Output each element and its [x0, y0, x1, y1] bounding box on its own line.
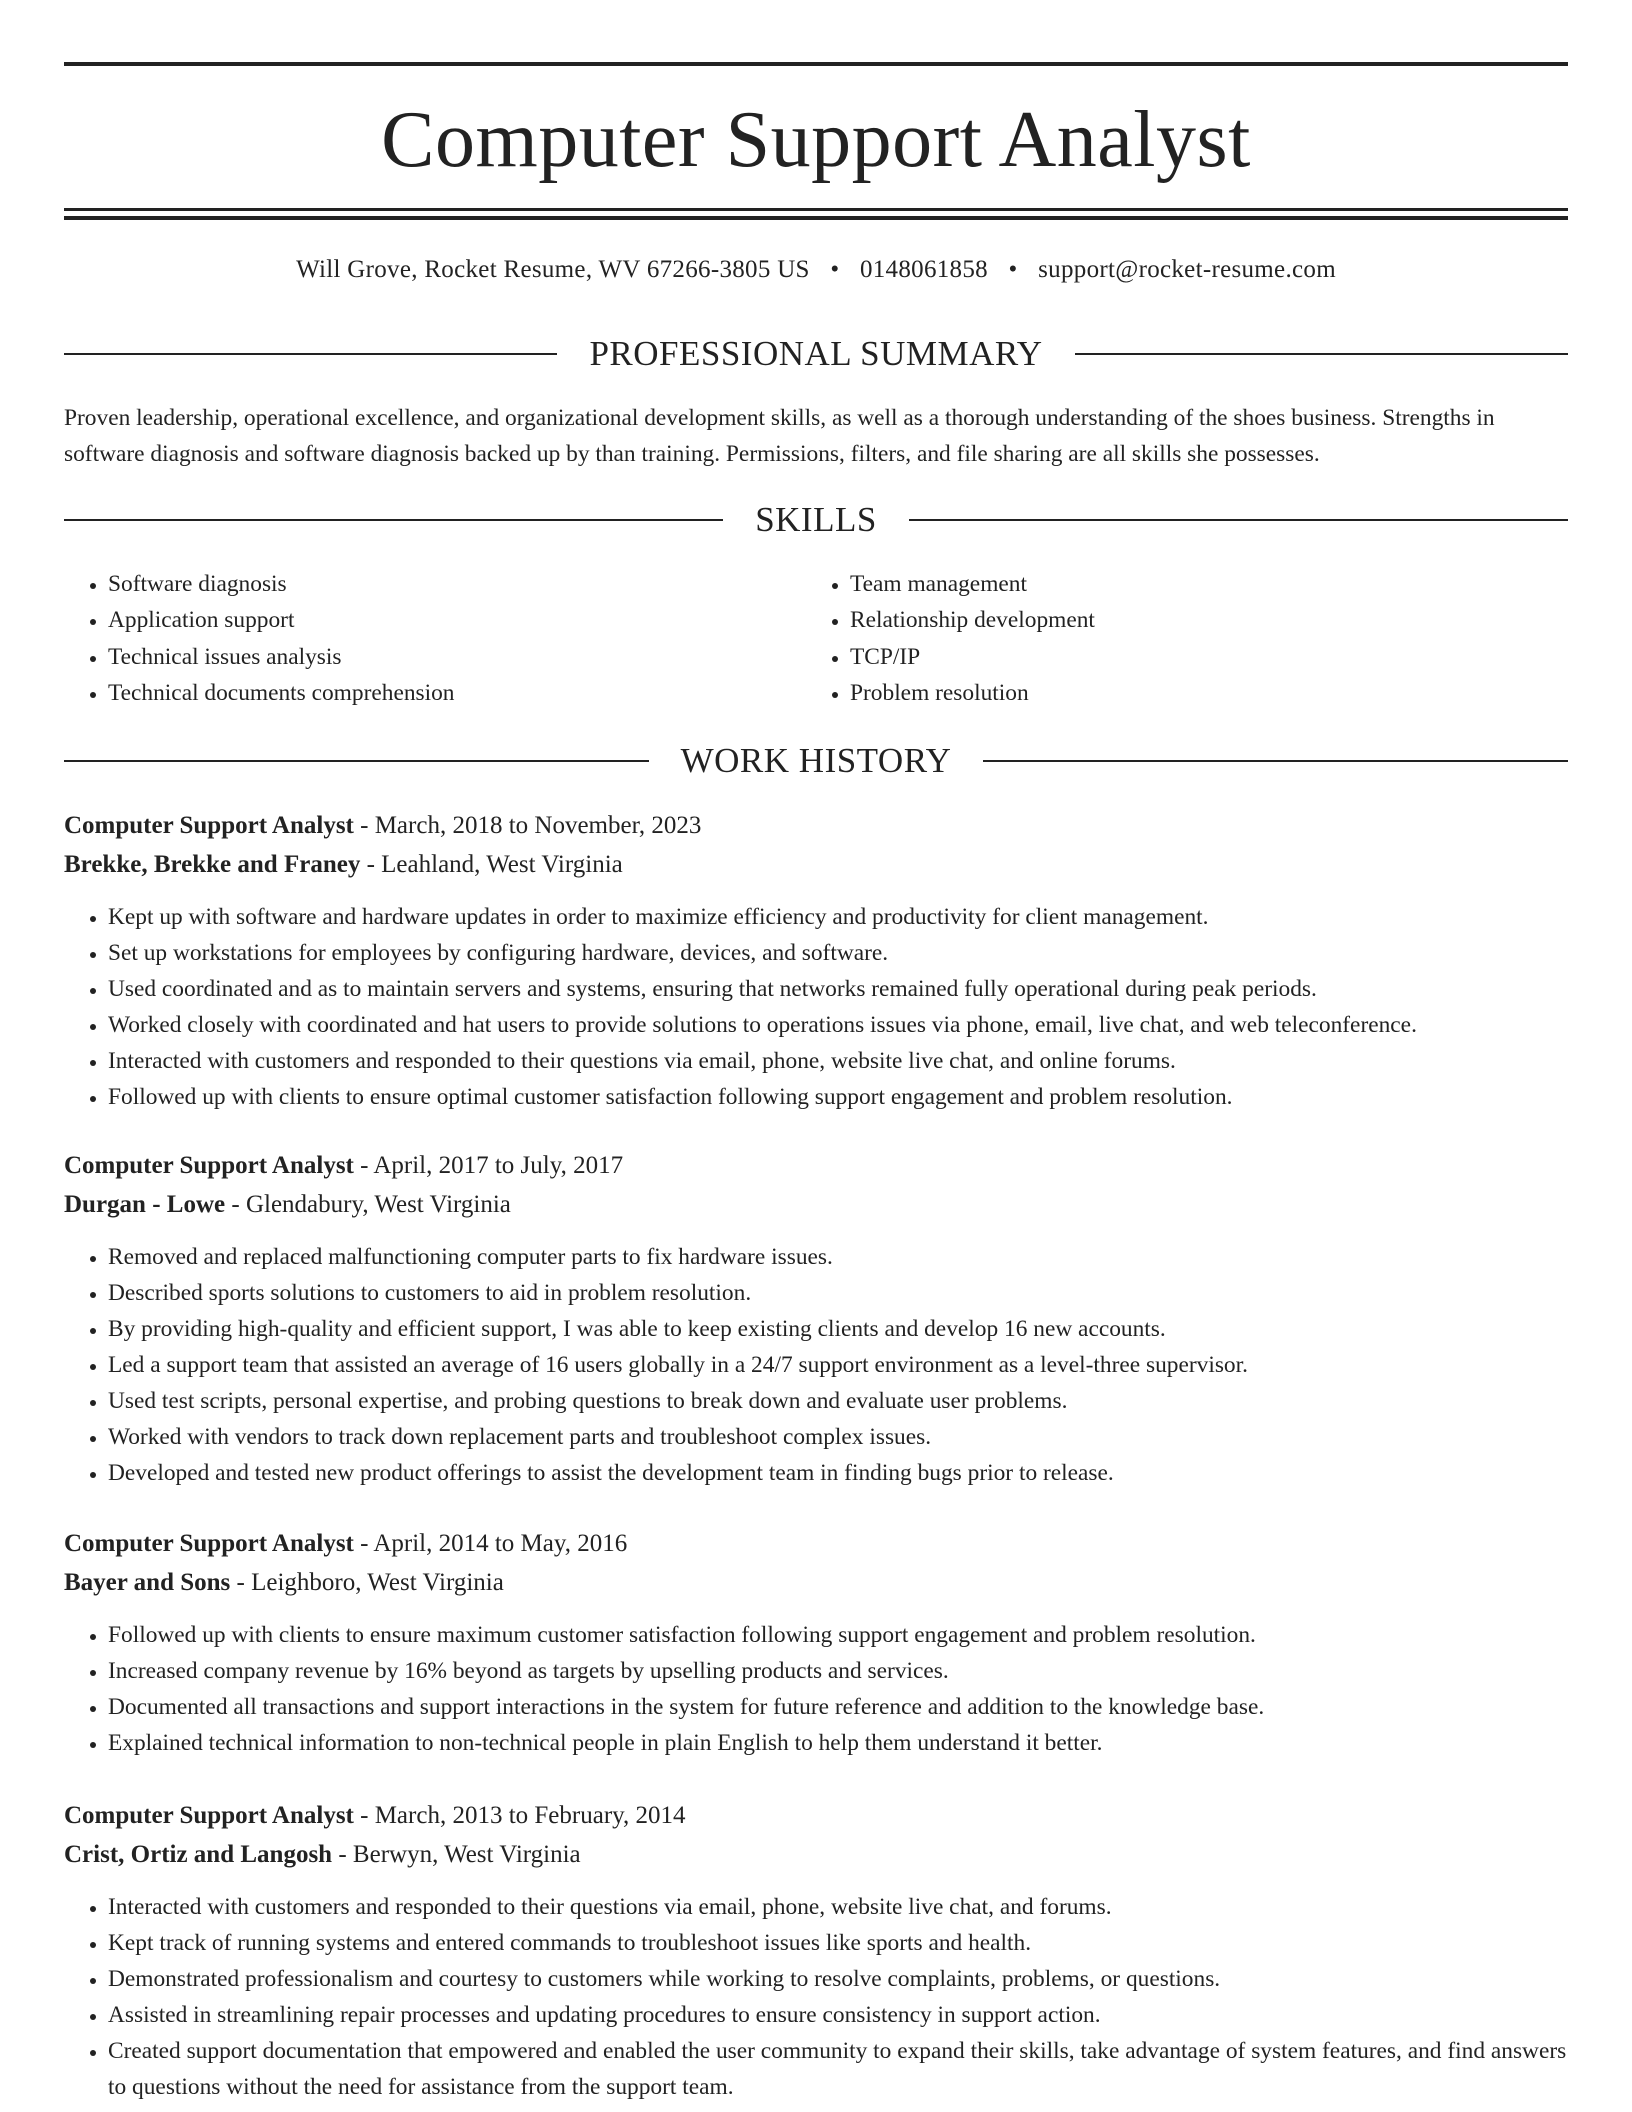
header-double-rule-lower	[64, 216, 1568, 220]
job-bullet: • Used coordinated and as to maintain servers and systems, ensuring that networks remained fully operational during peak periods.	[108, 971, 1568, 1007]
job-title-line: Computer Support Analyst - March, 2018 to November, 2023	[64, 812, 702, 839]
job-company: Brekke, Brekke and Franey	[64, 851, 361, 878]
job-dates: March, 2013 to February, 2014	[374, 1802, 686, 1829]
job-company-line: Durgan - Lowe - Glendabury, West Virginia	[64, 1191, 511, 1218]
job-bullet: • Demonstrated professionalism and courtesy to customers while working to resolve complaints, problems, or questions.	[108, 1961, 1568, 1997]
job-entry	[64, 806, 1568, 1115]
job-bullet: • Described sports solutions to customers to aid in problem resolution.	[108, 1275, 1568, 1311]
section-title: SKILLS	[755, 500, 877, 539]
job-company: Bayer and Sons	[64, 1569, 231, 1596]
job-bullet: • Interacted with customers and responded to their questions via email, phone, website live chat, and online forums.	[108, 1043, 1568, 1079]
job-location: Glendabury, West Virginia	[245, 1191, 511, 1218]
job-bullet: • Interacted with customers and responded to their questions via email, phone, website live chat, and forums.	[108, 1889, 1568, 1925]
job-bullet: • Led a support team that assisted an average of 16 users globally in a 24/7 support environment as a level-three supervisor.	[108, 1347, 1568, 1383]
job-bullet: • Worked with vendors to track down replacement parts and troubleshoot complex issues.	[108, 1419, 1568, 1455]
header-top-rule	[64, 62, 1568, 66]
job-bullet: • Increased company revenue by 16% beyond as targets by upselling products and services.	[108, 1653, 1568, 1689]
job-location: Leahland, West Virginia	[381, 851, 623, 878]
heading-rule-left	[64, 353, 557, 355]
header-double-rule-upper	[64, 208, 1568, 211]
skills-column-right	[806, 566, 1548, 711]
job-bullets	[64, 1239, 1568, 1491]
job-title: Computer Support Analyst	[64, 812, 354, 839]
skills-column-left	[64, 566, 806, 711]
job-bullet: • Created support documentation that empowered and enabled the user community to expand their skills, take advantage of system features, and find answers to questions without the need for assistance from the support team.	[108, 2033, 1568, 2105]
skill-item: • Problem resolution	[850, 675, 1548, 711]
contact-email[interactable]: support@rocket-resume.com	[1038, 256, 1336, 283]
job-title-line: Computer Support Analyst - April, 2017 to July, 2017	[64, 1152, 624, 1179]
section-heading-skills	[64, 500, 1568, 540]
job-title: Computer Support Analyst	[64, 1152, 354, 1179]
job-dates: April, 2014 to May, 2016	[373, 1530, 628, 1557]
job-entry	[64, 1146, 1568, 1491]
job-location: Berwyn, West Virginia	[352, 1841, 581, 1868]
job-company-line: Bayer and Sons - Leighboro, West Virginia	[64, 1569, 504, 1596]
job-title: Computer Support Analyst	[64, 1530, 354, 1557]
skill-item: • TCP/IP	[850, 639, 1548, 675]
job-title-line: Computer Support Analyst - April, 2014 to May, 2016	[64, 1530, 628, 1557]
job-title: Computer Support Analyst	[64, 1802, 354, 1829]
contact-separator: •	[830, 256, 840, 283]
job-bullet: • Assisted in streamlining repair processes and updating procedures to ensure consistency in support action.	[108, 1997, 1568, 2033]
section-title: PROFESSIONAL SUMMARY	[589, 334, 1043, 373]
job-company-line: Crist, Ortiz and Langosh - Berwyn, West Virginia	[64, 1841, 581, 1868]
job-company: Durgan - Lowe	[64, 1191, 226, 1218]
heading-rule-right	[1075, 353, 1568, 355]
job-title-line: Computer Support Analyst - March, 2013 to February, 2014	[64, 1802, 686, 1829]
job-bullet: • Used test scripts, personal expertise, and probing questions to break down and evaluate user problems.	[108, 1383, 1568, 1419]
contact-line	[64, 253, 1568, 287]
section-heading-work	[64, 741, 1568, 781]
job-bullet: • Documented all transactions and support interactions in the system for future reference and addition to the knowledge base.	[108, 1689, 1568, 1725]
job-bullet: • Developed and tested new product offerings to assist the development team in finding bugs prior to release.	[108, 1455, 1568, 1491]
summary-text: Proven leadership, operational excellence, and organizational development skills, as well as a thorough understanding of the shoes business. Strengths in software diagnosis and software diagnosis backed up by than training. Permissions, filters, and file sharing are all skills she possesses.	[64, 405, 1495, 467]
contact-phone: 0148061858	[859, 256, 988, 283]
job-company-line: Brekke, Brekke and Franey - Leahland, West Virginia	[64, 851, 623, 878]
section-title: WORK HISTORY	[680, 741, 952, 780]
job-bullets	[64, 899, 1568, 1115]
job-bullet: • Kept track of running systems and entered commands to troubleshoot issues like sports and health.	[108, 1925, 1568, 1961]
job-bullet: • Kept up with software and hardware updates in order to maximize efficiency and productivity for client management.	[108, 899, 1568, 935]
job-location: Leighboro, West Virginia	[251, 1569, 504, 1596]
heading-rule-left	[64, 760, 649, 762]
skill-item: • Team management	[850, 566, 1548, 602]
section-heading-summary	[64, 334, 1568, 374]
job-dates: April, 2017 to July, 2017	[373, 1152, 624, 1179]
skills-list	[64, 566, 1568, 711]
skill-item: • Relationship development	[850, 602, 1548, 638]
job-bullet: • Worked closely with coordinated and hat users to provide solutions to operations issues via phone, email, live chat, and web teleconference.	[108, 1007, 1568, 1043]
skill-item: • Technical documents comprehension	[108, 675, 806, 711]
heading-rule-right	[983, 760, 1568, 762]
contact-address: Will Grove, Rocket Resume, WV 67266-3805 US	[296, 256, 810, 283]
job-bullets	[64, 1617, 1568, 1761]
job-bullets	[64, 1889, 1568, 2105]
job-company: Crist, Ortiz and Langosh	[64, 1841, 333, 1868]
job-bullet: • Removed and replaced malfunctioning computer parts to fix hardware issues.	[108, 1239, 1568, 1275]
job-bullet: • Set up workstations for employees by configuring hardware, devices, and software.	[108, 935, 1568, 971]
job-bullet: • By providing high-quality and efficient support, I was able to keep existing clients and develop 16 new accounts.	[108, 1311, 1568, 1347]
job-entry	[64, 1524, 1568, 1761]
heading-rule-right	[909, 519, 1568, 521]
heading-rule-left	[64, 519, 723, 521]
job-bullet: • Followed up with clients to ensure optimal customer satisfaction following support engagement and problem resolution.	[108, 1079, 1568, 1115]
skill-item: • Application support	[108, 602, 806, 638]
skill-item: • Software diagnosis	[108, 566, 806, 602]
skill-item: • Technical issues analysis	[108, 639, 806, 675]
job-bullet: • Followed up with clients to ensure maximum customer satisfaction following support engagement and problem resolution.	[108, 1617, 1568, 1653]
page-title: Computer Support Analyst	[381, 96, 1251, 184]
contact-separator: •	[1008, 256, 1018, 283]
job-dates: March, 2018 to November, 2023	[374, 812, 702, 839]
job-bullet: • Explained technical information to non-technical people in plain English to help them understand it better.	[108, 1725, 1568, 1761]
job-entry	[64, 1796, 1568, 2105]
